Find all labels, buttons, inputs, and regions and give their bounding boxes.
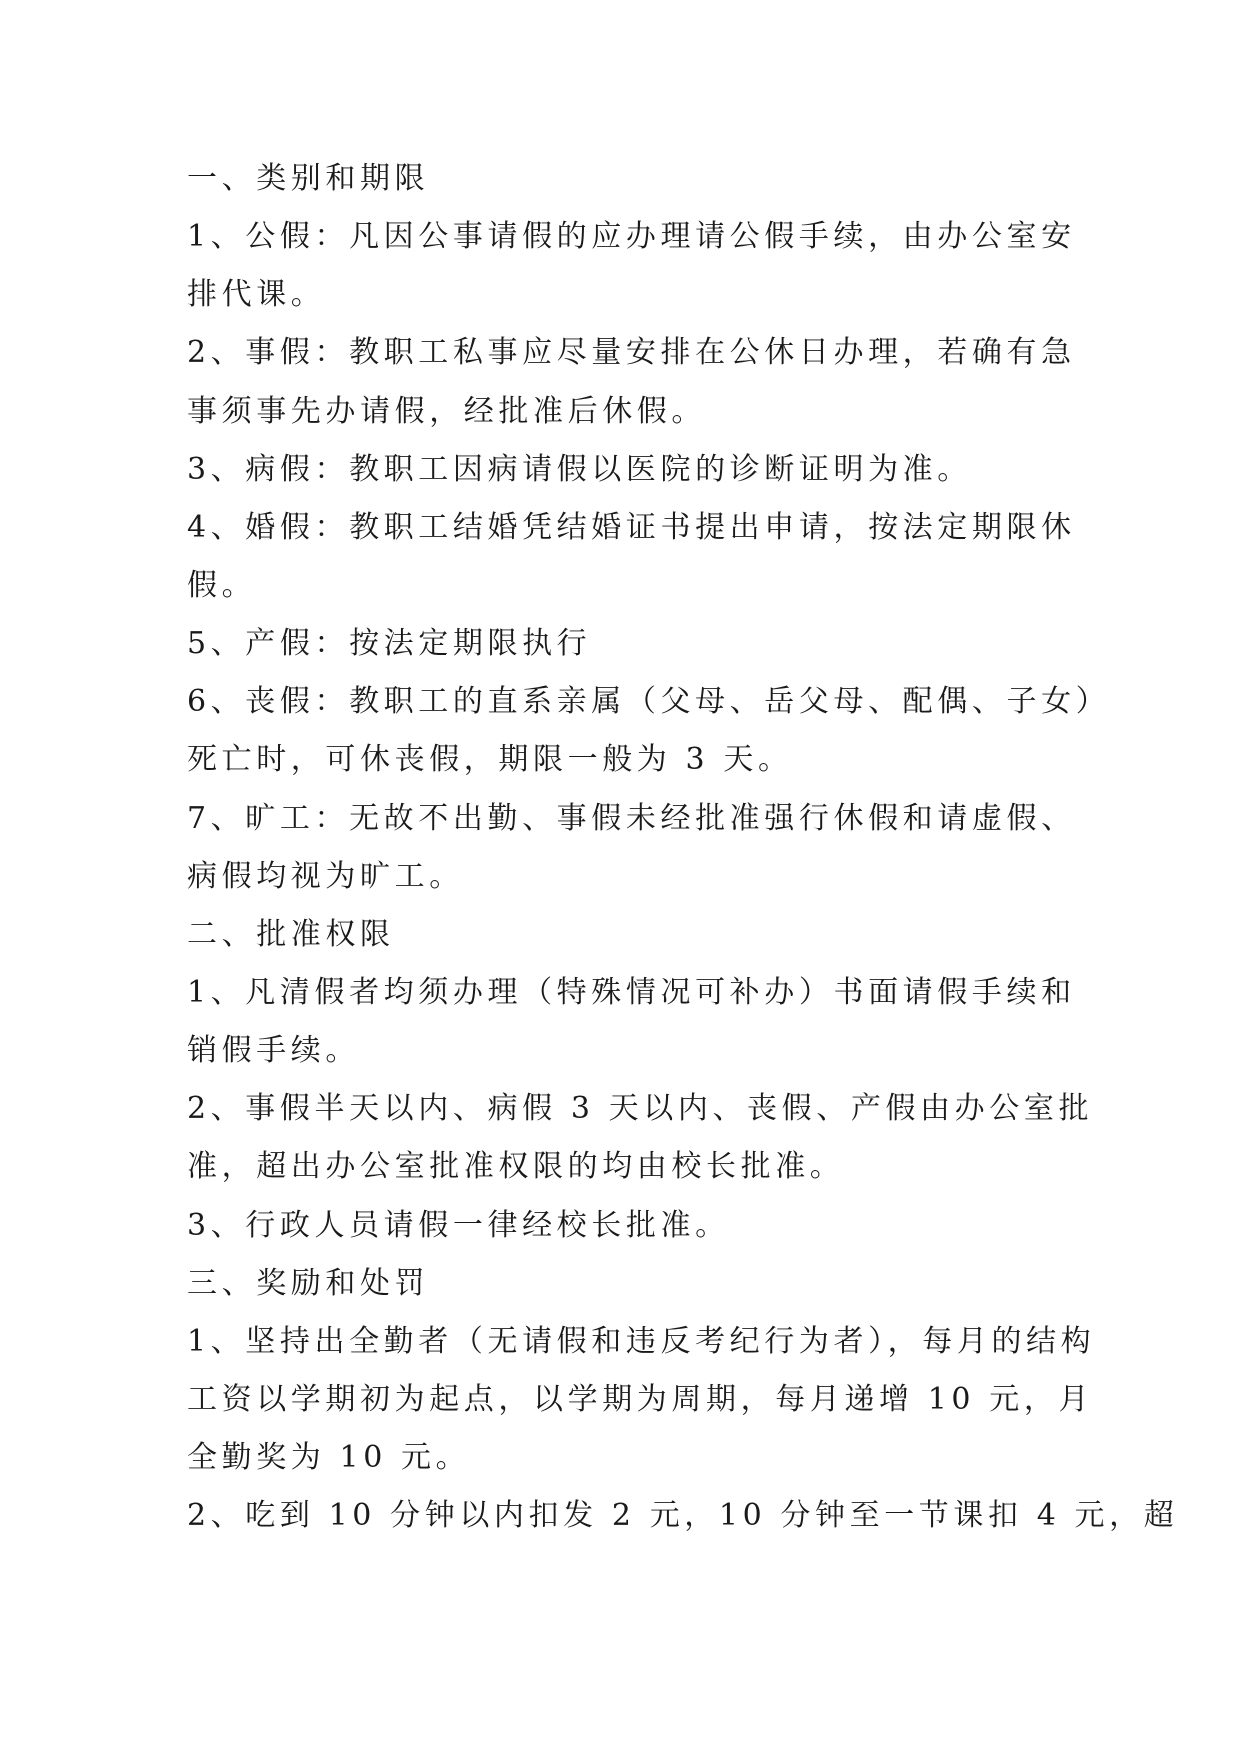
text-line: 2、事假：教职工私事应尽量安排在公休日办理，若确有急 (187, 335, 1076, 371)
section-heading-2: 二、批准权限 (187, 916, 395, 952)
text-line: 准，超出办公室批准权限的均由校长批准。 (187, 1149, 845, 1185)
text-line: 4、婚假：教职工结婚凭结婚证书提出申请，按法定期限休 (187, 509, 1076, 545)
text-line: 1、公假：凡因公事请假的应办理请公假手续，由办公室安 (187, 219, 1076, 255)
text-line: 3、行政人员请假一律经校长批准。 (187, 1207, 730, 1243)
text-line: 7、旷工：无故不出勤、事假未经批准强行休假和请虚假、 (187, 800, 1076, 836)
text-line: 6、丧假：教职工的直系亲属（父母、岳父母、配偶、子女） (187, 684, 1111, 720)
text-line: 死亡时，可休丧假，期限一般为 3 天。 (187, 742, 793, 778)
text-line: 2、事假半天以内、病假 3 天以内、丧假、产假由办公室批 (187, 1091, 1094, 1127)
text-line: 销假手续。 (187, 1033, 360, 1069)
text-line: 病假均视为旷工。 (187, 858, 464, 894)
section-heading-3: 三、奖励和处罚 (187, 1265, 430, 1301)
text-line: 3、病假：教职工因病请假以医院的诊断证明为准。 (187, 451, 972, 487)
text-line: 2、吃到 10 分钟以内扣发 2 元，10 分钟至一节课扣 4 元，超 (187, 1498, 1179, 1534)
document-body (187, 150, 1179, 1545)
text-line: 5、产假：按法定期限执行 (187, 626, 592, 662)
text-line: 事须事先办请假，经批准后休假。 (187, 393, 706, 429)
text-line: 假。 (187, 567, 257, 603)
text-line: 1、坚持出全勤者（无请假和违反考纪行为者），每月的结构 (187, 1323, 1096, 1359)
section-heading-1: 一、类别和期限 (187, 161, 430, 196)
text-line: 排代课。 (187, 277, 326, 313)
text-line: 工资以学期初为起点，以学期为周期，每月递增 10 元，月 (187, 1381, 1094, 1417)
text-line: 1、凡清假者均须办理（特殊情况可补办）书面请假手续和 (187, 974, 1076, 1010)
text-line: 全勤奖为 10 元。 (187, 1440, 471, 1476)
